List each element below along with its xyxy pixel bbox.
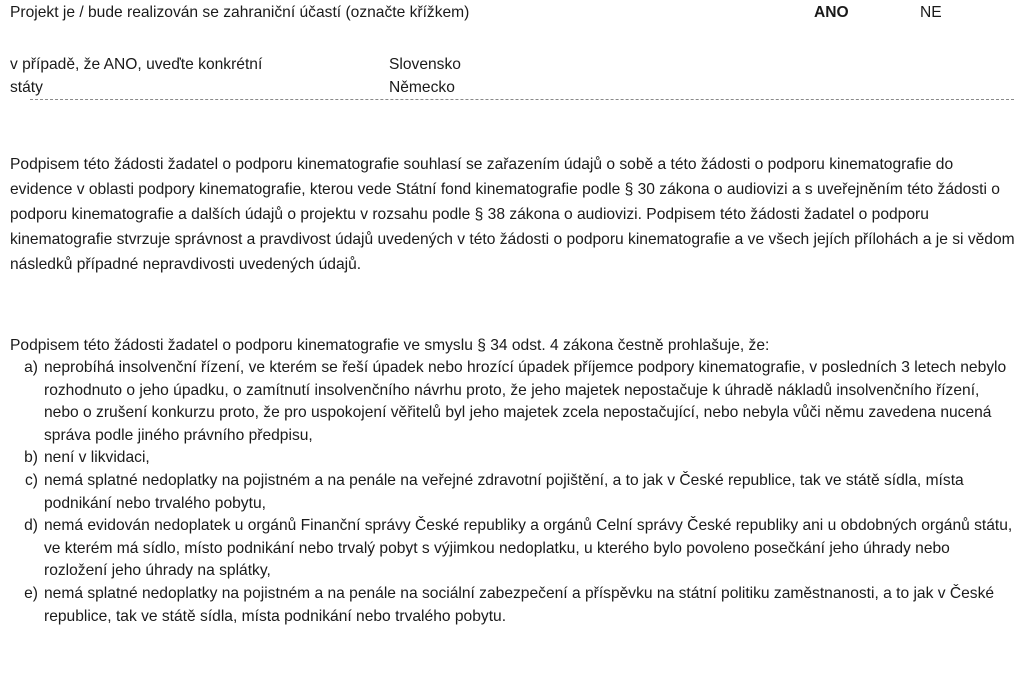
list-marker: b) — [24, 449, 38, 467]
list-item-text: nemá splatné nedoplatky na pojistném a na penále na veřejné zdravotní pojištění, a to jak v České republice, tak ve státě sídla, místa podnikání nebo trvalého pobytu, — [44, 471, 964, 512]
list-item — [10, 357, 1016, 447]
states-values — [389, 53, 461, 99]
list-item — [10, 515, 1016, 583]
states-label-line2: státy — [10, 79, 43, 96]
states-label — [10, 53, 262, 99]
list-item-text: nemá evidován nedoplatek u orgánů Finanční správy České republiky a orgánů Celní správy České republiky ani u obdobných orgánů státu, ve kterém má sídlo, místo podnikání nebo trvalý pobyt s výjimkou nedoplatku, u kterého bylo povoleno posečkání jeho úhrady nebo rozložení jeho úhrady na splátky, — [44, 517, 1013, 580]
state-value: Slovensko — [389, 56, 461, 73]
option-yes[interactable]: ANO — [814, 4, 849, 21]
list-marker: a) — [24, 359, 38, 376]
state-value: Německo — [389, 79, 455, 96]
list-item — [10, 470, 1016, 515]
list-marker: d) — [24, 517, 38, 535]
declaration-list — [10, 357, 1016, 628]
list-marker: e) — [24, 584, 38, 602]
list-item-text: neprobíhá insolvenční řízení, ve kterém se řeší úpadek nebo hrozící úpadek příjemce podpory kinematografie, v posledních 3 letech nebylo rozhodnuto o jeho úpadku, o zamítnutí insolvenčního návrhu proto, že jeho majetek nepostačuje k úhradě nákladů insolvenčního řízení, nebo o zrušení konkurzu proto, že pro uspokojení věřitelů byl jeho majetek zcela nepostačující, nebo nebyla vůči němu zavedena nucená správa podle jiného právního předpisu, — [44, 359, 1007, 444]
option-no[interactable]: NE — [920, 4, 942, 21]
declaration-intro: Podpisem této žádosti žadatel o podporu kinematografie ve smyslu § 34 odst. 4 zákona čestně prohlašuje, že: — [10, 337, 770, 354]
list-item — [10, 447, 1016, 470]
list-item-text: není v likvidaci, — [44, 449, 150, 467]
list-item-text: nemá splatné nedoplatky na pojistném a na penále na sociální zabezpečení a příspěvku na státní politiku zaměstnanosti, a to jak v České republice, tak ve státě sídla, místa podnikání nebo trvalého pobytu. — [44, 584, 995, 625]
section-divider — [30, 99, 1014, 100]
states-label-line1: v případě, že ANO, uveďte konkrétní — [10, 56, 263, 73]
list-item — [10, 583, 1016, 628]
foreign-participation-question: Projekt je / bude realizován se zahraniční účastí (označte křížkem) — [10, 4, 470, 21]
consent-paragraph: Podpisem této žádosti žadatel o podporu kinematografie souhlasí se zařazením údajů o sobě a této žádosti o podporu kinematografie do evidence v oblasti podpory kinematografie, kterou vede Státní fond kinematografie podle § 30 zákona o audiovizi a s uveřejněním této žádosti o podporu kinematografie a dalších údajů o projektu v rozsahu podle § 38 zákona o audiovizi. Podpisem této žádosti žadatel o podporu kinematografie stvrzuje správnost a pravdivost údajů uvedených v této žádosti o podporu kinematografie a ve všech jejích přílohách a je si vědom následků případné nepravdivosti uvedených údajů. — [10, 156, 1015, 273]
list-marker: c) — [25, 471, 38, 489]
